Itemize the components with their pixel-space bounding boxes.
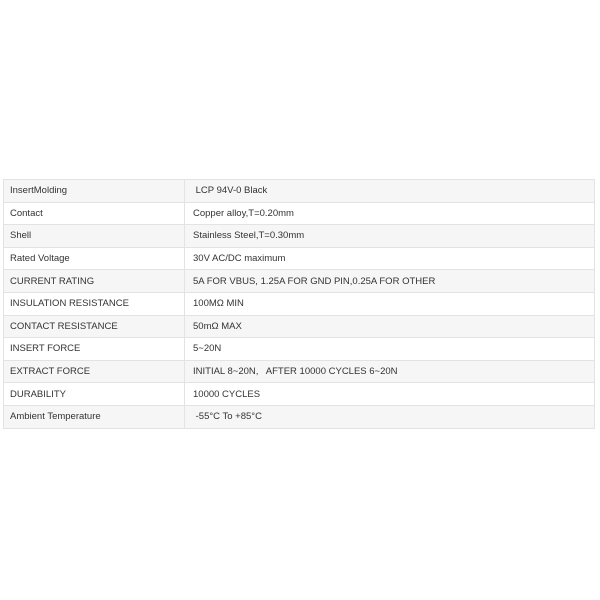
spec-name-cell: InsertMolding [4,180,185,203]
spec-name-cell: Ambient Temperature [4,405,185,428]
spec-name-cell: DURABILITY [4,383,185,406]
spec-value-cell: Copper alloy,T=0.20mm [185,202,595,225]
table-row [4,383,595,406]
spec-value-cell: Stainless Steel,T=0.30mm [185,225,595,248]
spec-table [3,179,595,429]
spec-value-cell: 100MΩ MIN [185,292,595,315]
table-row [4,338,595,361]
spec-value-cell: INITIAL 8~20N, AFTER 10000 CYCLES 6~20N [185,360,595,383]
table-row [4,247,595,270]
table-row [4,360,595,383]
spec-name-cell: CURRENT RATING [4,270,185,293]
spec-name-cell: Shell [4,225,185,248]
spec-name-cell: INSULATION RESISTANCE [4,292,185,315]
spec-name-cell: Contact [4,202,185,225]
table-row [4,292,595,315]
spec-name-cell: INSERT FORCE [4,338,185,361]
spec-value-cell: 5A FOR VBUS, 1.25A FOR GND PIN,0.25A FOR OTHER [185,270,595,293]
table-row [4,405,595,428]
spec-value-cell: -55°C To +85°C [185,405,595,428]
spec-name-cell: Rated Voltage [4,247,185,270]
table-row [4,270,595,293]
spec-value-cell: 50mΩ MAX [185,315,595,338]
spec-name-cell: CONTACT RESISTANCE [4,315,185,338]
table-row [4,202,595,225]
table-row [4,315,595,338]
table-row [4,225,595,248]
spec-value-cell: 30V AC/DC maximum [185,247,595,270]
spec-value-cell: 10000 CYCLES [185,383,595,406]
spec-value-cell: LCP 94V-0 Black [185,180,595,203]
spec-name-cell: EXTRACT FORCE [4,360,185,383]
spec-value-cell: 5~20N [185,338,595,361]
table-row [4,180,595,203]
